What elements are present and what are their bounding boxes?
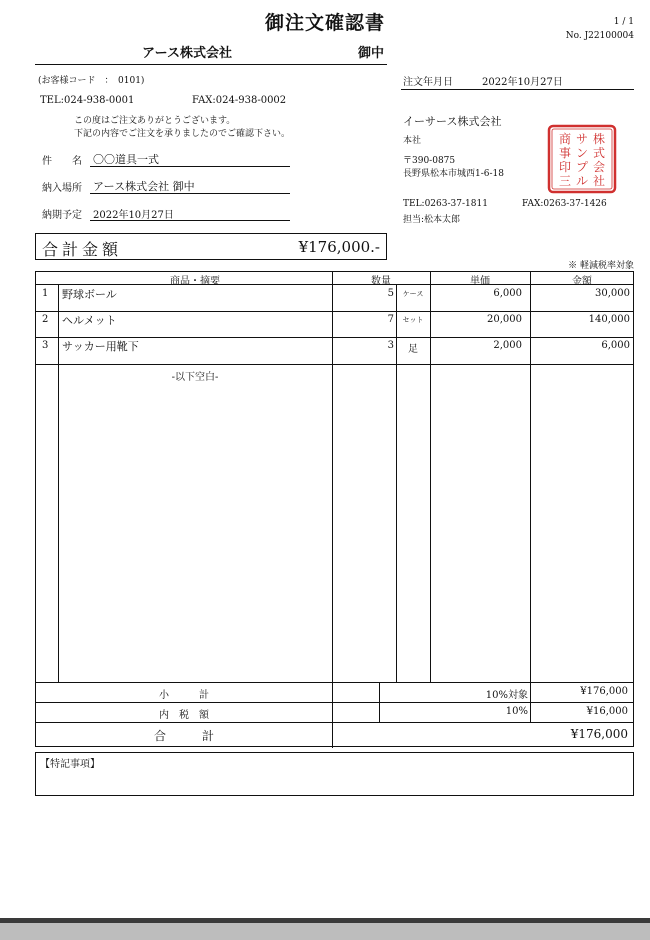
- supplier-address: 長野県松本市城西1-6-18: [403, 169, 504, 179]
- total-amount-value: ¥176,000.-: [298, 238, 380, 256]
- supplier-zip: 〒390-0875: [403, 156, 456, 166]
- document-title: 御注文確認書: [264, 12, 385, 34]
- tax-target-label: 10%対象: [485, 690, 528, 701]
- due-value: 2022年10月27日: [93, 210, 174, 221]
- svg-text:ル: ル: [575, 174, 589, 188]
- blank-below-note: -以下空白-: [171, 372, 219, 383]
- subtotal-label: 小 計: [159, 690, 209, 701]
- special-notes-box: [35, 752, 634, 796]
- greeting-line-1: この度はご注文ありがとうございます。: [74, 116, 236, 126]
- row-2-no: 2: [42, 314, 49, 325]
- total-amount-label: 合計金額: [42, 240, 123, 259]
- company-seal-stamp: [547, 124, 617, 194]
- delivery-value: アース株式会社 御中: [93, 180, 195, 193]
- row-1-item: 野球ボール: [62, 288, 117, 301]
- document-number: No. J22100004: [565, 31, 634, 41]
- header-price: 単価: [470, 276, 490, 287]
- due-label: 納期予定: [42, 210, 82, 221]
- supplier-person: 担当:松本太郎: [403, 215, 461, 225]
- header-amount: 金額: [572, 276, 592, 287]
- subtotal-amount: ¥176,000: [580, 686, 628, 697]
- total-amount-box: [35, 233, 387, 260]
- svg-text:プ: プ: [575, 160, 589, 174]
- svg-text:株: 株: [592, 132, 606, 146]
- row-2-item: ヘルメット: [62, 314, 117, 327]
- tax-amount: ¥16,000: [586, 706, 628, 717]
- svg-text:三: 三: [558, 174, 572, 188]
- header-item: 商品・摘要: [170, 276, 220, 287]
- subject-value: 〇〇道具一式: [93, 153, 159, 166]
- supplier-name: イーサース株式会社: [403, 115, 502, 128]
- svg-text:ン: ン: [575, 146, 589, 160]
- special-notes-label: 【特記事項】: [40, 759, 100, 770]
- row-3-unit: 足: [408, 344, 418, 355]
- delivery-label: 納入場所: [42, 183, 82, 194]
- row-1-price: 6,000: [493, 288, 522, 299]
- subject-underline: [90, 166, 290, 167]
- svg-text:事: 事: [558, 146, 572, 160]
- row-2-qty: 7: [387, 314, 394, 325]
- row-3-item: サッカー用靴下: [62, 340, 139, 353]
- tax-rate: 10%: [505, 706, 528, 717]
- items-table: [35, 271, 634, 747]
- grand-total-label: 合 計: [153, 729, 214, 743]
- row-2-price: 20,000: [487, 314, 522, 325]
- supplier-branch: 本社: [403, 136, 422, 146]
- order-date-underline: [401, 89, 634, 90]
- customer-honorific: 御中: [358, 46, 385, 61]
- page-info: [566, 15, 634, 43]
- order-date-label: 注文年月日: [403, 77, 453, 88]
- row-3-no: 3: [42, 340, 49, 351]
- supplier-tel: TEL:0263-37-1811: [403, 199, 488, 209]
- row-1-no: 1: [42, 288, 49, 299]
- customer-tel: TEL:024-938-0001: [40, 95, 135, 106]
- customer-code: (お客様コード ： 0101): [38, 76, 145, 86]
- greeting-line-2: 下記の内容でご注文を承りましたのでご確認下さい。: [74, 129, 291, 139]
- row-3-qty: 3: [387, 340, 394, 351]
- row-3-price: 2,000: [493, 340, 522, 351]
- order-date: 2022年10月27日: [482, 77, 563, 88]
- grand-total-amount: ¥176,000: [570, 727, 628, 741]
- svg-text:会: 会: [592, 160, 606, 174]
- svg-text:式: 式: [592, 146, 606, 160]
- subject-label: 件 名: [42, 156, 82, 167]
- row-1-qty: 5: [387, 288, 394, 299]
- customer-name: アース株式会社: [142, 46, 232, 61]
- customer-underline: [35, 64, 387, 65]
- svg-text:印: 印: [558, 160, 572, 174]
- svg-text:サ: サ: [575, 132, 589, 146]
- supplier-fax: FAX:0263-37-1426: [522, 199, 607, 209]
- delivery-underline: [90, 193, 290, 194]
- row-2-unit: セット: [402, 316, 424, 324]
- row-3-amount: 6,000: [601, 340, 630, 351]
- row-1-amount: 30,000: [595, 288, 630, 299]
- viewer-bottom-bar: [0, 918, 650, 940]
- due-underline: [90, 220, 290, 221]
- page-number: 1 / 1: [613, 17, 634, 27]
- tax-label: 内 税 額: [159, 710, 209, 721]
- row-2-amount: 140,000: [588, 314, 630, 325]
- row-1-unit: ケース: [402, 290, 424, 298]
- tax-rate-note: ※ 軽減税率対象: [568, 261, 634, 271]
- header-qty: 数量: [371, 276, 391, 287]
- svg-text:社: 社: [592, 174, 606, 188]
- customer-fax: FAX:024-938-0002: [192, 95, 287, 106]
- svg-text:商: 商: [558, 132, 572, 146]
